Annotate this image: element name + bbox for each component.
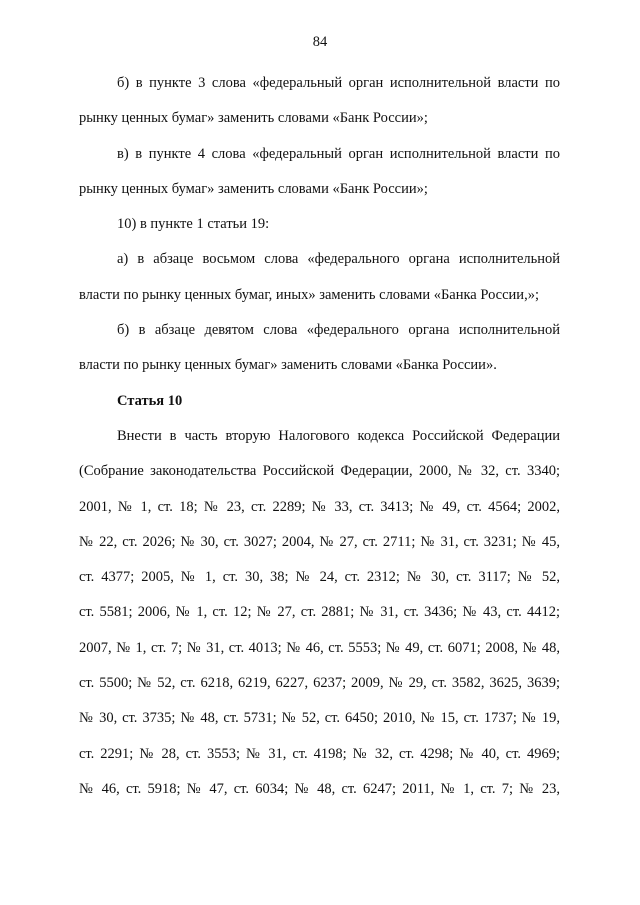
article-line: (Собрание законодательства Российской Федерации, 2000, № 32, ст. 3340; [79,463,560,480]
article-line: № 30, ст. 3735; № 48, ст. 5731; № 52, ст. 6450; 2010, № 15, ст. 1737; № 19, [79,710,560,727]
article-line: ст. 2291; № 28, ст. 3553; № 31, ст. 4198; № 32, ст. 4298; № 40, ст. 4969; [79,745,560,762]
paragraph-line: б) в абзаце девятом слова «федерального органа исполнительной [117,322,560,339]
paragraph-line: рынку ценных бумаг» заменить словами «Банк России»; [79,110,428,127]
page-number: 84 [312,34,328,50]
paragraph-line: рынку ценных бумаг» заменить словами «Банк России»; [79,180,428,197]
paragraph-line: в) в пункте 4 слова «федеральный орган исполнительной власти по [117,145,560,162]
article-line: Внести в часть вторую Налогового кодекса Российской Федерации [117,427,560,444]
article-line: № 46, ст. 5918; № 47, ст. 6034; № 48, ст. 6247; 2011, № 1, ст. 7; № 23, [79,780,560,797]
article-line: ст. 4377; 2005, № 1, ст. 30, 38; № 24, ст. 2312; № 30, ст. 3117; № 52, [79,569,560,586]
article-line: ст. 5581; 2006, № 1, ст. 12; № 27, ст. 2881; № 31, ст. 3436; № 43, ст. 4412; [79,604,560,621]
article-line: 2007, № 1, ст. 7; № 31, ст. 4013; № 46, ст. 5553; № 49, ст. 6071; 2008, № 48, [79,639,560,656]
paragraph-line: б) в пункте 3 слова «федеральный орган исполнительной власти по [117,75,560,91]
article-heading: Статья 10 [117,392,183,409]
paragraph-line: власти по рынку ценных бумаг» заменить словами «Банка России». [79,357,497,374]
article-line: № 22, ст. 2026; № 30, ст. 3027; 2004, № 27, ст. 2711; № 31, ст. 3231; № 45, [79,533,560,550]
paragraph-line: 10) в пункте 1 статьи 19: [117,216,270,233]
article-line: 2001, № 1, ст. 18; № 23, ст. 2289; № 33, ст. 3413; № 49, ст. 4564; 2002, [79,498,560,515]
article-line: ст. 5500; № 52, ст. 6218, 6219, 6227, 6237; 2009, № 29, ст. 3582, 3625, 3639; [79,675,560,692]
paragraph-line: власти по рынку ценных бумаг, иных» заменить словами «Банка России,»; [79,286,539,303]
paragraph-line: а) в абзаце восьмом слова «федерального органа исполнительной [117,251,560,268]
document-body [79,66,560,807]
